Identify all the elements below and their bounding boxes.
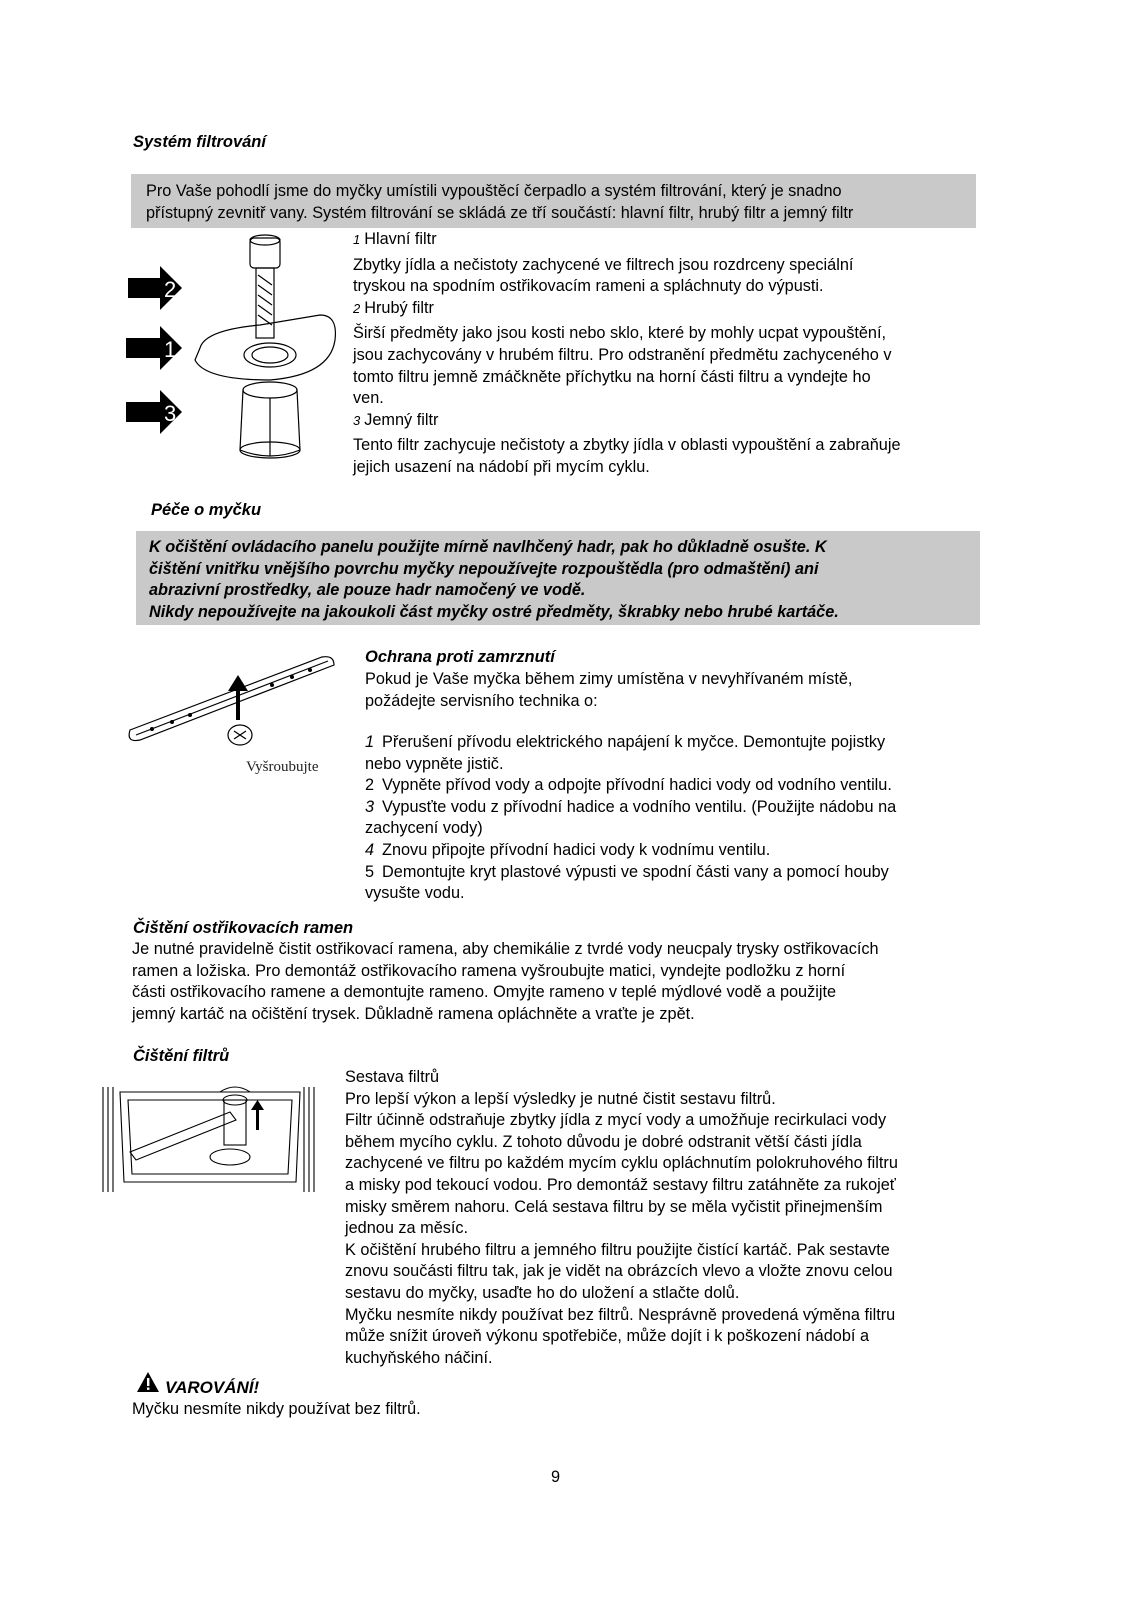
freeze-step: [365, 754, 896, 776]
text-line: a misky pod tekoucí vodou. Pro demontáž sestavy filtru zatáhněte za rukojeť: [345, 1175, 896, 1194]
arrow-3-icon: [126, 390, 182, 434]
text-line: během mycího cyklu. Z tohoto důvodu je dobré odstranit větší části jídla: [345, 1132, 862, 1151]
text-line: čištění vnitřku vnějšího povrchu myčky nepoužívejte rozpouštědla (pro odmaštění) ani: [149, 559, 819, 578]
text-line: přístupný zevnitř vany. Systém filtrování se skládá ze tří součástí: hlavní filtr, hrubý filtr a jemný filtr: [146, 203, 854, 222]
figure-caption-unscrew: Vyšroubujte: [246, 759, 319, 775]
filter-item-number: 2: [353, 300, 361, 316]
text-line: jejich usazení na nádobí při mycím cyklu.: [353, 457, 650, 476]
text-line: části ostřikovacího ramene a demontujte rameno. Omyjte rameno v teplé mýdlové vodě a použijte: [132, 983, 837, 1002]
text-line: K očištění ovládacího panelu použijte mírně navlhčený hadr, pak ho důkladně osušte. K: [149, 538, 827, 556]
text-line: zachycené ve filtru po každém mycím cyklu opláchnutím polokruhového filtru: [345, 1154, 898, 1173]
svg-text:2: 2: [164, 277, 177, 302]
text-line: tomto filtru jemně zmáčkněte příchytku na horní části filtru a vyndejte ho: [353, 367, 871, 386]
arrow-1-icon: [126, 326, 182, 370]
step-number: 3: [365, 797, 375, 816]
filter-item-heading: [353, 298, 901, 320]
text-line: Tento filtr zachycuje nečistoty a zbytky jídla v oblasti vypouštění a zabraňuje: [353, 436, 901, 455]
svg-text:3: 3: [164, 401, 177, 426]
section-title-spray-arms: Čištění ostřikovacích ramen: [133, 919, 354, 937]
text-line: Znovu připojte přívodní hadici vody k vodnímu ventilu.: [382, 840, 771, 859]
freeze-step: [365, 775, 896, 797]
spray-arm-figure: [122, 645, 352, 750]
page-number: 9: [551, 1468, 561, 1486]
filter-item-label: Hrubý filtr: [364, 298, 434, 317]
filter-item-label: Jemný filtr: [364, 410, 439, 429]
text-line: Myčku nesmíte nikdy používat bez filtrů. Nesprávně provedená výměna filtru: [345, 1305, 896, 1324]
warning-title: VAROVÁNÍ!: [165, 1378, 260, 1397]
intro-box: [131, 174, 976, 228]
text-line: požádejte servisního technika o:: [365, 691, 598, 710]
filter-item-label: Hlavní filtr: [364, 230, 437, 248]
text-line: tryskou na spodním ostřikovacím rameni a spláchnuty do výpusti.: [353, 277, 824, 296]
text-line: misky směrem nahoru. Celá sestava filtru by se měla vyčistit přinejmenším: [345, 1197, 883, 1216]
text-line: Je nutné pravidelně čistit ostřikovací ramena, aby chemikálie z tvrdé vody neucpaly trysky ostřikovacích: [132, 940, 879, 958]
text-line: Sestava filtrů: [345, 1068, 440, 1086]
freeze-step: [365, 732, 896, 754]
filter-list: [353, 229, 901, 479]
text-line: jednou za měsíc.: [345, 1219, 469, 1238]
filter-cleaning-text: [345, 1067, 898, 1369]
svg-text:1: 1: [164, 337, 177, 362]
text-line: může snížit úroveň výkonu spotřebiče, může dojít i k poškození nádobí a: [345, 1327, 869, 1346]
up-arrow-icon: [228, 675, 248, 720]
text-line: Vypusťte vodu z přívodní hadice a vodního ventilu. (Použijte nádobu na: [382, 797, 897, 816]
text-line: zachycení vody): [365, 819, 483, 838]
text-line: sestavu do myčky, usaďte ho do uložení a stlačte dolů.: [345, 1283, 740, 1302]
text-line: Vypněte přívod vody a odpojte přívodní hadici vody od vodního ventilu.: [382, 776, 892, 795]
text-line: Pro Vaše pohodlí jsme do myčky umístili vypouštěcí čerpadlo a systém filtrování, který je snadno: [146, 182, 842, 200]
text-line: Pro lepší výkon a lepší výsledky je nutné čistit sestavu filtrů.: [345, 1089, 776, 1108]
text-line: ramen a ložiska. Pro demontáž ostřikovacího ramena vyšroubujte matici, vyndejte podložku z horní: [132, 961, 846, 980]
text-line: jsou zachycovány v hrubém filtru. Pro odstranění předmětu zachyceného v: [353, 345, 892, 364]
filter-item-heading: [353, 410, 901, 432]
step-number: 5: [365, 862, 375, 881]
freeze-steps: [365, 732, 896, 905]
section-title-care: Péče o myčku: [151, 501, 262, 519]
text-line: kuchyňského náčiní.: [345, 1348, 493, 1367]
spray-arms-text: [132, 939, 879, 1025]
freeze-step: [365, 818, 896, 840]
step-number: 2: [365, 776, 375, 795]
warning-text: Myčku nesmíte nikdy používat bez filtrů.: [132, 1400, 421, 1418]
text-line: Demontujte kryt plastové výpusti ve spodní části vany a pomocí houby: [382, 862, 889, 881]
step-number: 4: [365, 840, 375, 859]
text-line: vysušte vodu.: [365, 884, 465, 903]
filter-assembly-figure: [120, 230, 350, 485]
text-line: znovu součásti filtru tak, jak je vidět na obrázcích vlevo a vložte znovu celou: [345, 1262, 893, 1281]
text-line: abrazivní prostředky, ale pouze hadr namočený ve vodě.: [149, 581, 586, 600]
text-line: Filtr účinně odstraňuje zbytky jídla z mycí vody a umožňuje recirkulaci vody: [345, 1111, 887, 1130]
text-line: K očištění hrubého filtru a jemného filtru použijte čistící kartáč. Pak sestavte: [345, 1240, 890, 1259]
arrow-2-icon: [128, 266, 182, 310]
care-text: [149, 537, 839, 623]
text-line: Pokud je Vaše myčka během zimy umístěna v nevyhřívaném místě,: [365, 670, 853, 688]
freeze-step: [365, 862, 896, 884]
filter-item-number: 1: [353, 232, 361, 247]
freeze-step: [365, 797, 896, 819]
text-line: nebo vypněte jistič.: [365, 754, 504, 773]
filter-item-heading: [353, 229, 901, 251]
section-title-filter-system: Systém filtrování: [133, 133, 266, 151]
freeze-intro: [365, 669, 852, 712]
filter-item-number: 3: [353, 412, 361, 428]
up-arrow-icon: [251, 1100, 264, 1130]
text-line: Zbytky jídla a nečistoty zachycené ve filtrech jsou rozdrceny speciální: [353, 255, 854, 274]
text-line: Nikdy nepoužívejte na jakoukoli část myčky ostré předměty, škrabky nebo hrubé kartáče.: [149, 602, 839, 621]
section-title-filter-cleaning: Čištění filtrů: [133, 1047, 230, 1065]
text-line: jemný kartáč na očištění trysek. Důkladně ramena opláchněte a vraťte je zpět.: [132, 1004, 695, 1023]
section-title-freeze: Ochrana proti zamrznutí: [365, 648, 555, 666]
step-number: 1: [365, 733, 375, 751]
text-line: Širší předměty jako jsou kosti nebo sklo, které by mohly ucpat vypouštění,: [353, 324, 887, 343]
freeze-step: [365, 883, 896, 905]
care-box: [136, 531, 980, 625]
text-line: ven.: [353, 389, 384, 408]
text-line: Přerušení přívodu elektrického napájení k myčce. Demontujte pojistky: [382, 733, 886, 751]
warning-triangle-icon: [136, 1371, 160, 1393]
intro-text: [146, 181, 853, 224]
filter-cleaning-figure: [100, 1082, 322, 1197]
freeze-step: [365, 840, 896, 862]
